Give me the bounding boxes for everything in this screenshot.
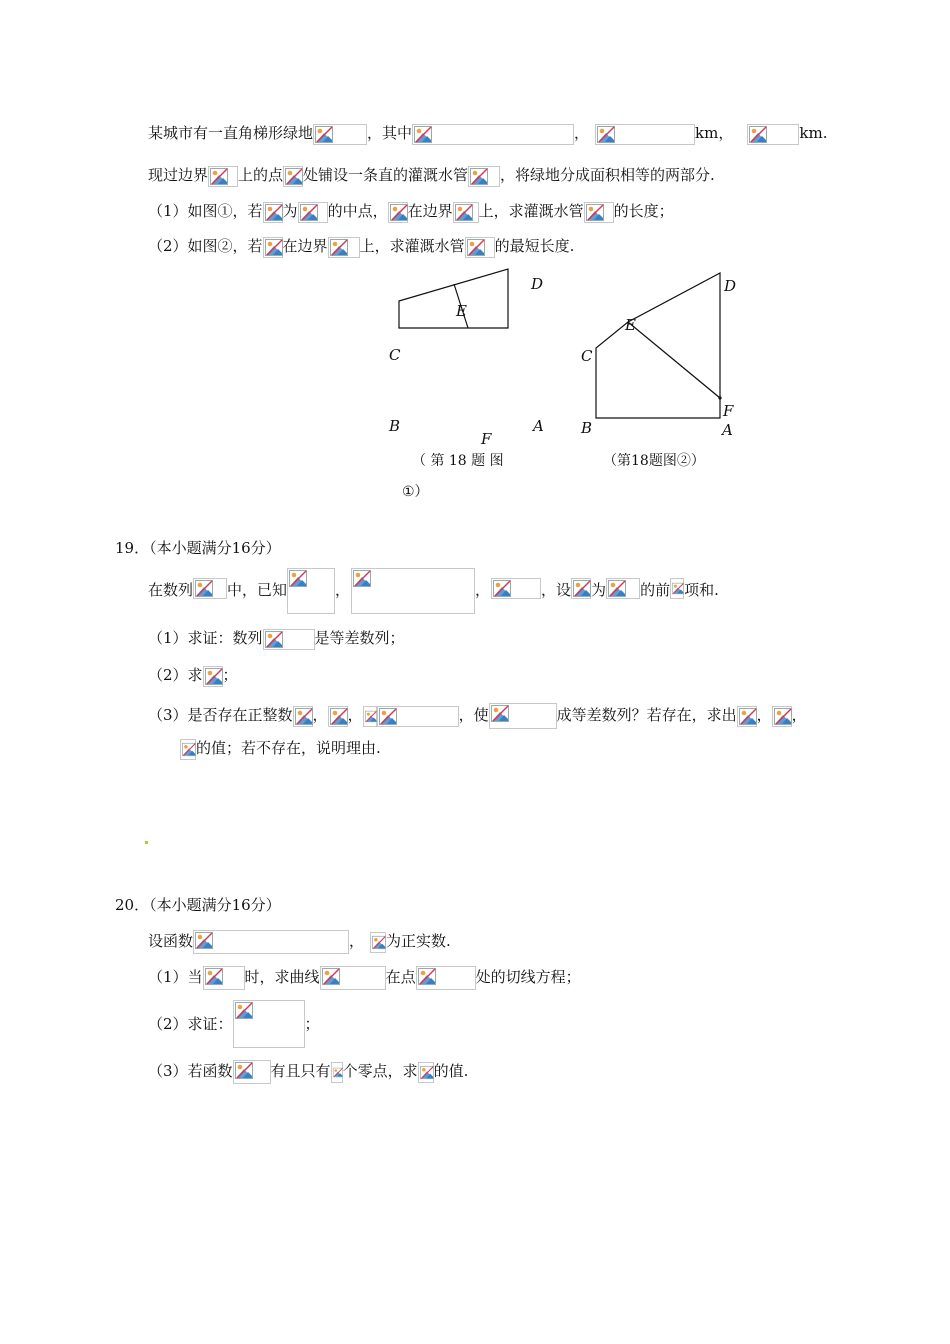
broken-image-icon <box>333 1064 343 1081</box>
text: ， <box>475 581 491 599</box>
text: 的值. <box>433 1062 469 1080</box>
formula-image <box>233 1000 305 1048</box>
text: （3）若函数 <box>148 1062 233 1080</box>
figure-2-point-f <box>718 396 721 399</box>
broken-image-icon <box>491 705 509 722</box>
formula-image <box>377 706 459 727</box>
text: 设函数 <box>148 932 194 950</box>
q20-part-3 <box>148 1060 468 1084</box>
stray-mark <box>145 841 148 844</box>
formula-image <box>584 202 614 223</box>
figure-2-diagram <box>592 270 722 420</box>
fig1-label-e: E <box>456 302 467 320</box>
text: 项和. <box>684 581 719 599</box>
figure-2-pipe-line <box>628 322 720 398</box>
text: 的最短长度. <box>494 237 575 255</box>
fig1-caption-line2: ①） <box>402 484 429 500</box>
formula-image <box>180 739 196 760</box>
formula-image <box>670 578 684 599</box>
broken-image-icon <box>749 126 767 143</box>
fig1-label-b: B <box>389 417 401 435</box>
q18-part-2 <box>148 235 574 257</box>
text: 现过边界 <box>148 166 209 184</box>
broken-image-icon <box>372 934 386 951</box>
formula-image <box>287 568 335 614</box>
formula-image <box>416 966 476 990</box>
broken-image-icon <box>353 570 371 587</box>
formula-image <box>370 932 386 953</box>
broken-image-icon <box>608 580 626 597</box>
text: （2）求证： <box>148 1015 233 1033</box>
text: 成等差数列？若存在，求出 <box>556 706 737 724</box>
broken-image-icon <box>390 204 408 221</box>
formula-image <box>595 124 695 145</box>
q20-title: 20．（本小题满分16分） <box>115 896 281 914</box>
text: （2）如图②，若 <box>148 237 263 255</box>
text: 上的点 <box>238 166 284 184</box>
text: 的长度； <box>613 202 674 220</box>
text: ，其中 <box>367 124 413 142</box>
text: 处的切线方程； <box>475 968 581 986</box>
formula-image <box>208 166 238 187</box>
q19-part-2 <box>148 664 238 686</box>
q19-part-1 <box>148 627 405 649</box>
formula-image <box>328 706 348 727</box>
broken-image-icon <box>455 204 473 221</box>
broken-image-icon <box>586 204 604 221</box>
text: ， <box>574 124 590 142</box>
formula-image <box>263 202 283 223</box>
text: 中，已知 <box>227 581 288 599</box>
figure-2-trapezoid <box>596 273 720 418</box>
figure-1-trapezoid <box>399 269 508 328</box>
fig1-label-a: A <box>533 417 544 435</box>
formula-image <box>203 966 245 990</box>
q20-line-1 <box>148 930 451 954</box>
broken-image-icon <box>315 126 333 143</box>
broken-image-icon <box>295 708 313 725</box>
broken-image-icon <box>285 168 303 185</box>
fig2-label-c: C <box>581 347 593 365</box>
formula-image <box>263 237 283 258</box>
broken-image-icon <box>195 932 213 949</box>
broken-image-icon <box>322 968 340 985</box>
formula-image <box>363 706 377 727</box>
formula-image <box>203 666 223 687</box>
broken-image-icon <box>205 968 223 985</box>
broken-image-icon <box>330 239 348 256</box>
formula-image <box>571 578 591 599</box>
broken-image-icon <box>195 580 213 597</box>
formula-image <box>412 124 574 145</box>
fig2-label-f: F <box>723 402 734 420</box>
broken-image-icon <box>182 741 196 758</box>
formula-image <box>263 629 315 650</box>
formula-image <box>491 578 541 599</box>
fig2-label-d: D <box>724 277 737 295</box>
q19-part-3 <box>148 703 807 729</box>
broken-image-icon <box>289 570 307 587</box>
broken-image-icon <box>205 668 223 685</box>
fig1-label-d: D <box>531 275 544 293</box>
text: ； <box>304 1015 320 1033</box>
q19-part-3-cont <box>180 737 381 759</box>
text: ，设 <box>541 581 572 599</box>
text: 有且只有 <box>270 1062 331 1080</box>
text: 是等差数列； <box>314 629 405 647</box>
text: 在边界 <box>407 202 453 220</box>
formula-image <box>468 166 500 187</box>
text: km. <box>799 124 828 142</box>
formula-image <box>453 202 479 223</box>
q18-line-1 <box>148 122 827 144</box>
figure-1-diagram <box>396 266 512 334</box>
broken-image-icon <box>418 968 436 985</box>
broken-image-icon <box>210 168 228 185</box>
text: ， <box>347 706 363 724</box>
broken-image-icon <box>597 126 615 143</box>
broken-image-icon <box>235 1062 253 1079</box>
text: 在边界 <box>282 237 328 255</box>
text: ， <box>312 706 328 724</box>
text: 上，求灌溉水管 <box>478 202 584 220</box>
text: 为 <box>282 202 298 220</box>
fig2-caption: （第18题图②） <box>603 453 705 469</box>
broken-image-icon <box>420 1064 434 1081</box>
fig1-label-f: F <box>481 430 492 448</box>
q19-title: 19．（本小题满分16分） <box>115 539 281 557</box>
formula-image <box>388 202 408 223</box>
formula-image <box>320 966 386 990</box>
broken-image-icon <box>774 708 792 725</box>
text: （1）当 <box>148 968 203 986</box>
fig2-label-e: E <box>625 316 636 334</box>
formula-image <box>465 237 495 258</box>
text: （3）是否存在正整数 <box>148 706 293 724</box>
broken-image-icon <box>235 1002 253 1019</box>
broken-image-icon <box>467 239 485 256</box>
formula-image <box>193 578 227 599</box>
formula-image <box>747 124 799 145</box>
text: ， <box>335 581 351 599</box>
broken-image-icon <box>265 631 283 648</box>
text: 上，求灌溉水管 <box>359 237 465 255</box>
broken-image-icon <box>379 708 397 725</box>
text: 的中点， <box>327 202 388 220</box>
formula-image <box>331 1062 343 1083</box>
text: 在数列 <box>148 581 194 599</box>
fig2-label-b: B <box>581 419 593 437</box>
formula-image <box>313 124 367 145</box>
broken-image-icon <box>493 580 511 597</box>
broken-image-icon <box>672 580 684 597</box>
formula-image <box>233 1060 271 1084</box>
text: 的前 <box>640 581 671 599</box>
formula-image <box>772 706 792 727</box>
text: 某城市有一直角梯形绿地 <box>148 124 314 142</box>
broken-image-icon <box>300 204 318 221</box>
text: 处铺设一条直的灌溉水管 <box>303 166 469 184</box>
text: ，将绿地分成面积相等的两部分. <box>500 166 715 184</box>
formula-image <box>293 706 313 727</box>
text: （2）求 <box>148 666 203 684</box>
formula-image <box>606 578 640 599</box>
broken-image-icon <box>265 204 283 221</box>
text: 个零点，求 <box>342 1062 418 1080</box>
text: 时，求曲线 <box>244 968 320 986</box>
formula-image <box>328 237 360 258</box>
q20-part-2 <box>148 1000 320 1048</box>
broken-image-icon <box>470 168 488 185</box>
text: 的值；若不存在，说明理由. <box>196 739 381 757</box>
fig1-caption-line1: （ 第 18 题 图 <box>412 453 504 469</box>
formula-image <box>351 568 475 614</box>
text: ； <box>222 666 238 684</box>
broken-image-icon <box>573 580 591 597</box>
text: （1）求证：数列 <box>148 629 263 647</box>
text: ， <box>791 706 807 724</box>
formula-image <box>489 703 557 729</box>
broken-image-icon <box>265 239 283 256</box>
formula-image <box>283 166 303 187</box>
text: 为 <box>591 581 607 599</box>
broken-image-icon <box>365 708 377 725</box>
fig1-label-c: C <box>389 346 401 364</box>
fig2-label-a: A <box>722 421 733 439</box>
formula-image <box>298 202 328 223</box>
text: 在点 <box>385 968 416 986</box>
broken-image-icon <box>414 126 432 143</box>
text: ， <box>756 706 772 724</box>
q19-line-1 <box>148 568 719 614</box>
formula-image <box>737 706 757 727</box>
q20-part-1 <box>148 966 581 990</box>
text: km， <box>695 124 734 142</box>
q18-line-2 <box>148 164 715 186</box>
text: ， <box>349 932 365 950</box>
text: （1）如图①，若 <box>148 202 263 220</box>
broken-image-icon <box>739 708 757 725</box>
text: ，使 <box>458 706 489 724</box>
formula-image <box>193 930 349 954</box>
broken-image-icon <box>330 708 348 725</box>
q18-part-1 <box>148 200 674 222</box>
text: 为正实数. <box>386 932 451 950</box>
formula-image <box>418 1062 434 1083</box>
